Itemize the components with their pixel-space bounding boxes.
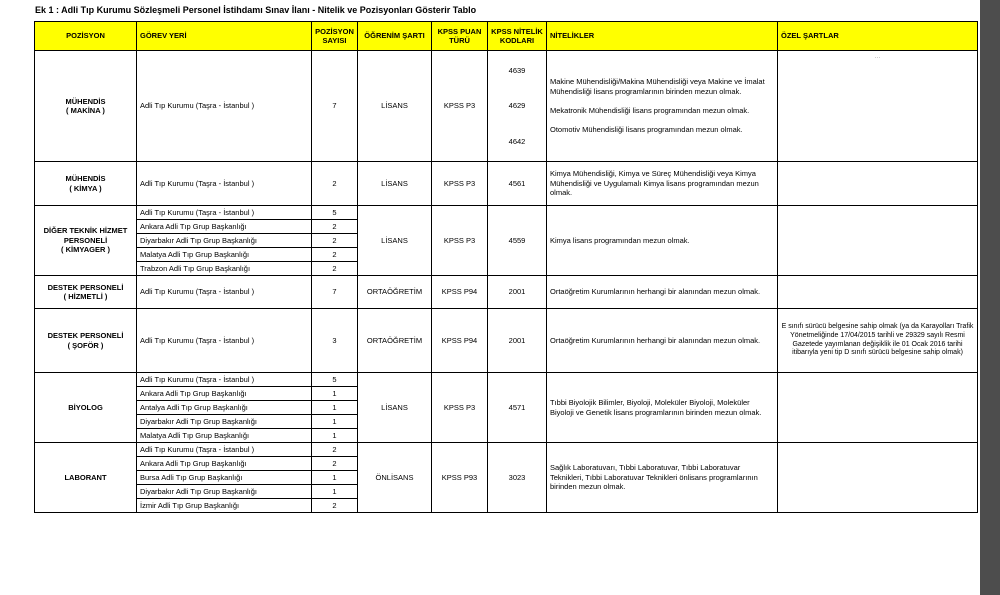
- gorev-yeri-cell: Adli Tıp Kurumu (Taşra - İstanbul ): [137, 276, 312, 309]
- gorev-yeri-cell: Adli Tıp Kurumu (Taşra - İstanbul ): [137, 443, 312, 457]
- ozel-cell: [778, 51, 978, 162]
- gorev-yeri-cell: Ankara Adli Tıp Grup Başkanlığı: [137, 220, 312, 234]
- pozisyon-sub: ( KİMYAGER ): [61, 245, 110, 255]
- pozisyon-cell: [35, 206, 137, 276]
- kod-cell: 4571: [488, 373, 547, 443]
- sayi-cell: 1: [312, 485, 358, 499]
- kod-cell: [488, 51, 547, 162]
- header-row: [35, 22, 978, 51]
- nitelik-cell: Tıbbi Biyolojik Bilimler, Biyoloji, Moleküler Biyoloji, Moleküler Biyoloji ve Genetik lisans programlarının birinden mezun olmak.: [547, 373, 778, 443]
- gorev-yeri-cell: Malatya Adli Tıp Grup Başkanlığı: [137, 429, 312, 443]
- positions-table: [34, 21, 978, 513]
- table-row: [35, 276, 978, 309]
- table-row: [35, 443, 978, 457]
- kpss-cell: KPSS P3: [432, 51, 488, 162]
- header-gorev-yeri: GÖREV YERİ: [137, 22, 312, 51]
- kod-value: 4642: [508, 136, 526, 146]
- sayi-cell: 2: [312, 162, 358, 206]
- kod-value: 4639: [508, 65, 526, 75]
- ogrenim-cell: ORTAÖĞRETİM: [358, 309, 432, 373]
- kpss-cell: KPSS P94: [432, 276, 488, 309]
- kpss-cell: KPSS P3: [432, 162, 488, 206]
- kpss-cell: KPSS P94: [432, 309, 488, 373]
- pozisyon-cell: [35, 276, 137, 309]
- kod-cell: 4559: [488, 206, 547, 276]
- kod-value: 4629: [508, 101, 526, 111]
- gorev-yeri-cell: Adli Tıp Kurumu (Taşra - İstanbul ): [137, 206, 312, 220]
- gorev-yeri-cell: Adli Tıp Kurumu (Taşra - İstanbul ): [137, 309, 312, 373]
- ogrenim-cell: LİSANS: [358, 51, 432, 162]
- kpss-cell: KPSS P3: [432, 373, 488, 443]
- gorev-yeri-cell: Adli Tıp Kurumu (Taşra - İstanbul ): [137, 373, 312, 387]
- sayi-cell: 1: [312, 401, 358, 415]
- sayi-cell: 1: [312, 471, 358, 485]
- kod-cell: 2001: [488, 309, 547, 373]
- table-row: [35, 373, 978, 387]
- sayi-cell: 1: [312, 415, 358, 429]
- sayi-cell: 2: [312, 234, 358, 248]
- pozisyon-sub: ( ŞOFÖR ): [67, 340, 104, 350]
- pozisyon-name: DESTEK PERSONELİ: [47, 331, 124, 341]
- ozel-cell: [778, 162, 978, 206]
- gorev-yeri-cell: İzmir Adli Tıp Grup Başkanlığı: [137, 499, 312, 513]
- gorev-yeri-cell: Adli Tıp Kurumu (Taşra - İstanbul ): [137, 51, 312, 162]
- header-ogrenim-sarti: ÖĞRENİM ŞARTI: [358, 22, 432, 51]
- document-title: Ek 1 : Adli Tıp Kurumu Sözleşmeli Personel İstihdamı Sınav İlanı - Nitelik ve Pozisyonları Gösterir Tablo: [35, 5, 477, 15]
- pozisyon-sub: ( KİMYA ): [69, 183, 102, 193]
- kod-cell: 3023: [488, 443, 547, 513]
- nitelik-cell: [547, 51, 778, 162]
- ozel-cell: [778, 373, 978, 443]
- table-row: [35, 309, 978, 373]
- pozisyon-sub: ( HİZMETLİ ): [63, 292, 108, 301]
- nitelik-text: Otomotiv Mühendisliği lisans programından mezun olmak.: [550, 125, 743, 135]
- table-row: [35, 51, 978, 162]
- table-row: [35, 162, 978, 206]
- nitelik-text: Makine Mühendisliği/Makina Mühendisliği veya Makine ve İmalat Mühendisliği lisans programlarının birinden mezun olmak.: [550, 77, 765, 96]
- sayi-cell: 2: [312, 262, 358, 276]
- nitelik-cell: Ortaöğretim Kurumlarının herhangi bir alanından mezun olmak.: [547, 276, 778, 309]
- sayi-cell: 7: [312, 51, 358, 162]
- pozisyon-cell: BİYOLOG: [35, 373, 137, 443]
- gorev-yeri-cell: Bursa Adli Tıp Grup Başkanlığı: [137, 471, 312, 485]
- pozisyon-name: DİĞER TEKNİK HİZMET PERSONELİ: [43, 226, 128, 245]
- ogrenim-cell: ÖNLİSANS: [358, 443, 432, 513]
- pozisyon-cell: [35, 309, 137, 373]
- gorev-yeri-cell: Diyarbakır Adli Tıp Grup Başkanlığı: [137, 485, 312, 499]
- gorev-yeri-cell: Ankara Adli Tıp Grup Başkanlığı: [137, 387, 312, 401]
- pozisyon-name: MÜHENDİS: [65, 174, 106, 184]
- header-pozisyon-sayisi: POZİSYON SAYISI: [312, 22, 358, 51]
- ozel-text: ...: [874, 51, 881, 60]
- nitelik-cell: Kimya lisans programından mezun olmak.: [547, 206, 778, 276]
- nitelik-cell: Kimya Mühendisliği, Kimya ve Süreç Mühendisliği veya Kimya Mühendisliği ve Uygulamalı Kimya lisans programından mezun olmak.: [547, 162, 778, 206]
- sayi-cell: 5: [312, 206, 358, 220]
- ogrenim-cell: LİSANS: [358, 162, 432, 206]
- viewer-scrollbar-track[interactable]: [980, 0, 1000, 595]
- nitelik-text: Mekatronik Mühendisliği lisans programından mezun olmak.: [550, 106, 750, 115]
- gorev-yeri-cell: Adli Tıp Kurumu (Taşra - İstanbul ): [137, 162, 312, 206]
- sayi-cell: 5: [312, 373, 358, 387]
- kod-cell: 4561: [488, 162, 547, 206]
- pozisyon-cell: LABORANT: [35, 443, 137, 513]
- kod-cell: 2001: [488, 276, 547, 309]
- table-row: [35, 206, 978, 220]
- gorev-yeri-cell: Trabzon Adli Tıp Grup Başkanlığı: [137, 262, 312, 276]
- pozisyon-sub: ( MAKİNA ): [66, 106, 105, 115]
- sayi-cell: 1: [312, 429, 358, 443]
- sayi-cell: 3: [312, 309, 358, 373]
- ozel-cell: E sınıfı sürücü belgesine sahip olmak (ya da Karayolları Trafik Yönetmeliğinde 17/04/2015 tarihli ve 29329 sayılı Resmi Gazetede yayımlanan değişiklik ile 01 Ocak 2016 tarihi itibarıyla yeni tip D sınıfı sürücü belgesine sahip olmak): [778, 309, 978, 373]
- sayi-cell: 7: [312, 276, 358, 309]
- pozisyon-name: DESTEK PERSONELİ: [47, 282, 124, 292]
- ozel-cell: [778, 443, 978, 513]
- gorev-yeri-cell: Antalya Adli Tıp Grup Başkanlığı: [137, 401, 312, 415]
- kpss-cell: KPSS P93: [432, 443, 488, 513]
- ogrenim-cell: ORTAÖĞRETİM: [358, 276, 432, 309]
- header-pozisyon: POZİSYON: [35, 22, 137, 51]
- ogrenim-cell: LİSANS: [358, 206, 432, 276]
- pozisyon-cell: [35, 51, 137, 162]
- nitelik-cell: Ortaöğretim Kurumlarının herhangi bir alanından mezun olmak.: [547, 309, 778, 373]
- pozisyon-cell: [35, 162, 137, 206]
- gorev-yeri-cell: Diyarbakır Adli Tıp Grup Başkanlığı: [137, 234, 312, 248]
- sayi-cell: 2: [312, 220, 358, 234]
- ozel-cell: [778, 276, 978, 309]
- sayi-cell: 2: [312, 248, 358, 262]
- nitelik-cell: Sağlık Laboratuvarı, Tıbbi Laboratuvar, Tıbbi Laboratuvar Teknikleri, Tıbbi Laboratuvar Teknikleri önlisans programlarının birinden mezun olmak.: [547, 443, 778, 513]
- pozisyon-name: MÜHENDİS: [65, 96, 106, 106]
- kpss-cell: KPSS P3: [432, 206, 488, 276]
- header-kpss-nitelik-kodlari: KPSS NİTELİK KODLARI: [488, 22, 547, 51]
- header-ozel-sartlar: ÖZEL ŞARTLAR: [778, 22, 978, 51]
- gorev-yeri-cell: Ankara Adli Tıp Grup Başkanlığı: [137, 457, 312, 471]
- sayi-cell: 1: [312, 387, 358, 401]
- sayi-cell: 2: [312, 499, 358, 513]
- header-nitelikler: NİTELİKLER: [547, 22, 778, 51]
- sayi-cell: 2: [312, 443, 358, 457]
- sayi-cell: 2: [312, 457, 358, 471]
- gorev-yeri-cell: Diyarbakır Adli Tıp Grup Başkanlığı: [137, 415, 312, 429]
- ogrenim-cell: LİSANS: [358, 373, 432, 443]
- gorev-yeri-cell: Malatya Adli Tıp Grup Başkanlığı: [137, 248, 312, 262]
- header-kpss-puan-turu: KPSS PUAN TÜRÜ: [432, 22, 488, 51]
- ozel-cell: [778, 206, 978, 276]
